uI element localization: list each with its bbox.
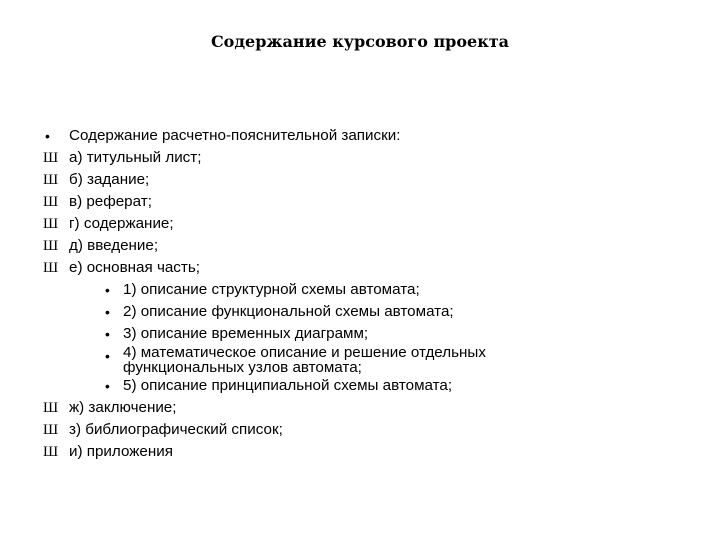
list-item-text: а) титульный лист; xyxy=(69,149,202,166)
list-item xyxy=(43,147,683,169)
list-item-text: и) приложения xyxy=(69,443,173,460)
list-item xyxy=(43,257,683,279)
sh-bullet-icon: Ш xyxy=(43,150,59,166)
list-item-text: е) основная часть; xyxy=(69,259,200,276)
bullet-icon: • xyxy=(105,326,110,342)
sub-list-item-text: 5) описание принципиальной схемы автомата; xyxy=(123,377,453,394)
sh-bullet-icon: Ш xyxy=(43,400,59,416)
sh-bullet-icon: Ш xyxy=(43,172,59,188)
list-item-text: б) задание; xyxy=(69,171,150,188)
sh-bullet-icon: Ш xyxy=(43,260,59,276)
sub-list-item-text: 3) описание временных диаграмм; xyxy=(123,325,369,342)
list-item xyxy=(43,441,683,463)
list-item xyxy=(43,191,683,213)
sub-list-item-text: 4) математическое описание и решение отдельных функциональных узлов автомата; xyxy=(123,344,486,376)
sh-bullet-icon: Ш xyxy=(43,444,59,460)
list-item-text: д) введение; xyxy=(69,237,159,254)
bullet-icon: • xyxy=(105,282,110,298)
sub-list-item xyxy=(43,345,683,375)
slide-title: Содержание курсового проекта xyxy=(210,32,510,51)
list-item-text: ж) заключение; xyxy=(69,399,177,416)
sub-list-item xyxy=(43,323,683,345)
bullet-icon: • xyxy=(105,348,110,364)
sh-bullet-icon: Ш xyxy=(43,238,59,254)
list-item-text: Содержание расчетно-пояснительной записки: xyxy=(69,127,401,144)
list-item-text: в) реферат; xyxy=(69,193,152,210)
sh-bullet-icon: Ш xyxy=(43,194,59,210)
sub-list-item xyxy=(43,279,683,301)
list-item xyxy=(43,213,683,235)
bullet-icon: • xyxy=(105,378,110,394)
bullet-icon: • xyxy=(45,128,50,144)
list-item xyxy=(43,419,683,441)
list-item xyxy=(43,235,683,257)
sh-bullet-icon: Ш xyxy=(43,422,59,438)
sh-bullet-icon: Ш xyxy=(43,216,59,232)
sub-list-item xyxy=(43,375,683,397)
list-item-text: з) библиографический список; xyxy=(69,421,283,438)
list-item-intro xyxy=(43,125,683,147)
sub-list-item-text: 2) описание функциональной схемы автомата; xyxy=(123,303,454,320)
bullet-icon: • xyxy=(105,304,110,320)
sub-list-item xyxy=(43,301,683,323)
list-item-text: г) содержание; xyxy=(69,215,174,232)
sub-list-item-text: 1) описание структурной схемы автомата; xyxy=(123,281,420,298)
list-item xyxy=(43,397,683,419)
list-item xyxy=(43,169,683,191)
content-list xyxy=(43,125,683,463)
